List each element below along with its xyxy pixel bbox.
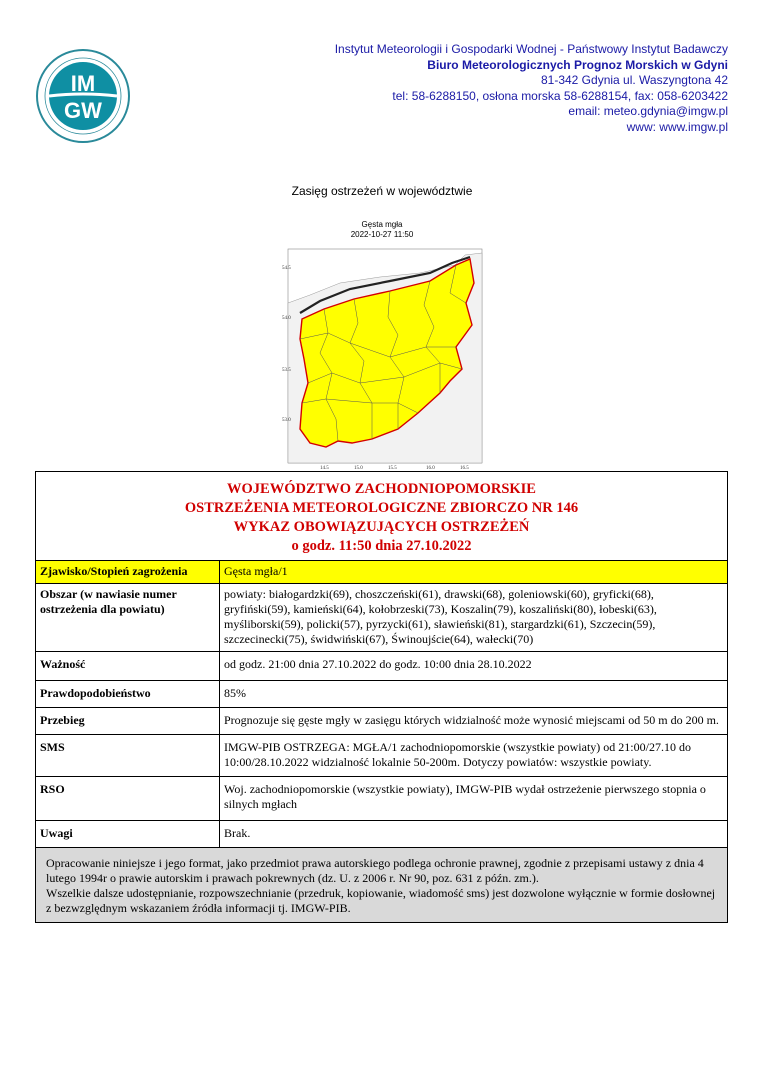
imgw-logo — [35, 48, 131, 144]
title-line: o godz. 11:50 dnia 27.10.2022 — [291, 538, 472, 554]
title-line: OSTRZEŻENIA METEOROLOGICZNE ZBIORCZO NR 146 — [184, 500, 579, 516]
axis-tick: 14.5 — [320, 466, 329, 471]
axis-tick: 15.0 — [354, 466, 363, 471]
value-area: powiaty: białogardzki(69), choszczeński(61), drawski(68), goleniowski(60), gryficki(68), gryfiński(59), kamieński(64), kołobrzeski(73), Koszalin(79), koszaliński(80), łobeski(63), myśliborski(59), policki(57), pyrzycki(61), sławieński(81), stargardzki(61), Szczecin(59), szczecinecki(75), świdwiński(67), Świnoujście(64), wałecki(70) — [220, 584, 728, 652]
copyright-notice — [36, 848, 728, 923]
value-remarks: Brak. — [220, 821, 728, 848]
value-rso: Woj. zachodniopomorskie (wszystkie powiaty), IMGW-PIB wydał ostrzeżenie pierwszego stopnia o silnych mgłach — [220, 777, 728, 821]
warning-map — [280, 243, 490, 471]
logo-text-top: IM — [70, 71, 96, 96]
axis-tick: 15.5 — [388, 466, 397, 471]
map-datetime: 2022-10-27 11:50 — [350, 230, 414, 239]
label-validity: Ważność — [36, 652, 220, 681]
row-area — [36, 584, 728, 652]
institute-header — [335, 42, 728, 135]
row-phenomenon — [36, 561, 728, 584]
axis-tick: 54.0 — [282, 316, 291, 321]
warning-title — [36, 472, 728, 561]
value-probability: 85% — [220, 681, 728, 708]
copyright-paragraph-1: Opracowanie niniejsze i jego format, jako przedmiot prawa autorskiego podlega ochronie prawnej, zgodnie z przepisami ustawy z dnia 4 lutego 1994r o prawie autorskim i prawach pokrewnych (dz. U. z 2006 r. Nr 90, poz. 631 z późn. zm.). — [46, 856, 704, 885]
institute-name: Instytut Meteorologii i Gospodarki Wodnej - Państwowy Instytut Badawczy — [334, 42, 728, 56]
label-remarks: Uwagi — [36, 821, 220, 848]
label-course: Przebieg — [36, 708, 220, 735]
label-area: Obszar (w nawiasie numer ostrzeżenia dla powiatu) — [36, 584, 220, 652]
email: email: meteo.gdynia@imgw.pl — [568, 104, 728, 118]
label-sms: SMS — [36, 735, 220, 777]
axis-tick: 53.5 — [282, 368, 291, 373]
row-validity — [36, 652, 728, 681]
row-probability — [36, 681, 728, 708]
value-sms: IMGW-PIB OSTRZEGA: MGŁA/1 zachodniopomorskie (wszystkie powiaty) od 21:00/27.10 do 10:00/28.10.2022 widzialność lokalnie 50-200m. Dotyczy powiatów: wszystkie powiaty. — [220, 735, 728, 777]
row-remarks — [36, 821, 728, 848]
label-phenomenon: Zjawisko/Stopień zagrożenia — [36, 561, 220, 584]
label-rso: RSO — [36, 777, 220, 821]
map-title: Zasięg ostrzeżeń w województwie — [291, 184, 473, 198]
axis-tick: 54.5 — [282, 266, 291, 271]
row-sms — [36, 735, 728, 777]
axis-tick: 16.5 — [460, 466, 469, 471]
address: 81-342 Gdynia ul. Waszyngtona 42 — [540, 73, 728, 87]
title-line: WOJEWÓDZTWO ZACHODNIOPOMORSKIE — [227, 481, 536, 497]
value-phenomenon: Gęsta mgła/1 — [220, 561, 728, 584]
title-line: WYKAZ OBOWIĄZUJĄCYCH OSTRZEŻEŃ — [233, 519, 530, 535]
logo-text-bottom: GW — [64, 98, 102, 123]
website: www: www.imgw.pl — [626, 119, 728, 134]
bureau-name: Biuro Meteorologicznych Prognoz Morskich w Gdyni — [427, 57, 728, 72]
axis-tick: 53.0 — [282, 418, 291, 423]
value-course: Prognozuje się gęste mgły w zasięgu których widzialność może wynosić miejscami od 50 m do 200 m. — [220, 708, 728, 735]
phone-fax: tel: 58-6288150, osłona morska 58-6288154, fax: 058-6203422 — [392, 88, 728, 103]
label-probability: Prawdopodobieństwo — [36, 681, 220, 708]
row-rso — [36, 777, 728, 821]
row-footer — [36, 848, 728, 923]
value-validity: od godz. 21:00 dnia 27.10.2022 do godz. 10:00 dnia 28.10.2022 — [220, 652, 728, 681]
map-phenomenon: Gęsta mgła — [361, 220, 403, 229]
axis-tick: 16.0 — [426, 466, 435, 471]
row-course — [36, 708, 728, 735]
copyright-paragraph-2: Wszelkie dalsze udostępnianie, rozpowszechnianie (przedruk, kopiowanie, wiadomość sms) jest dozwolone wyłącznie w formie dosłownej z bezwzględnym wskazaniem źródła informacji tj. IMGW-PIB. — [46, 886, 716, 915]
warning-table — [35, 471, 728, 923]
